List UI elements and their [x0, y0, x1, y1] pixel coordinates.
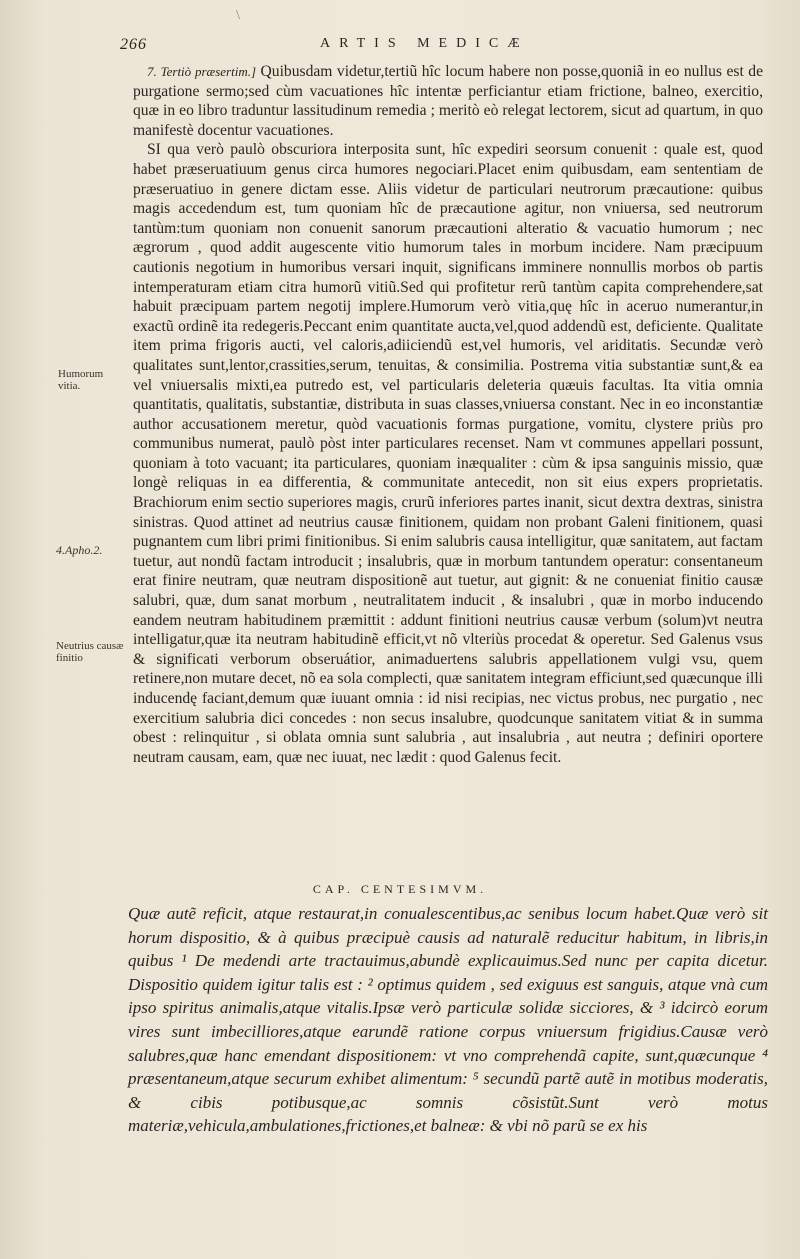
margin-note-aphorism: 4.Apho.2.	[56, 543, 103, 557]
margin-note-neutrius: Neutrius causæ finitio	[56, 640, 124, 664]
chapter-heading: CAP. CENTESIMVM.	[312, 882, 488, 896]
running-title: ARTIS MEDICÆ	[320, 36, 529, 51]
paragraph-1	[133, 62, 763, 140]
margin-note-humorum: Humorum vitia.	[58, 368, 104, 392]
paragraph-1-text: Quibusdam videtur,tertiũ hîc locum habere non posse,quoniã in eo nullus est de purgatione sermo;sed cùm vacuationes hîc intentæ perficiantur etiam frictione, balneo, exercitio, quæ in eo libro traduntur lassitudinum remedia ; meritò eò relegat lectorem, sicut ad quartum, in quo manifestè docentur vacuationes.	[133, 63, 763, 139]
ink-mark: \	[236, 8, 240, 23]
paragraph-lead: 7. Tertiò præsertim.]	[147, 64, 257, 79]
page-number: 266	[120, 36, 147, 53]
commentary-text	[133, 62, 763, 767]
chapter-paragraph: Quæ autẽ reficit, atque restaurat,in conualescentibus,ac senibus locum habet.Quæ verò sit horum dispositio, & à quibus præcipuè causis ad naturalẽ reducitur habitum, in libris,in quibus ¹ De medendi arte tractauimus,abundè explicauimus.Sed nunc per capita dicetur. Dispositio quidem igitur talis est : ² optimus quidem , sed exiguus est sanguis, atque vnà cum ipso spiritus animalis,atque vitalis.Ipsæ verò particulæ solidæ sicciores, & ³ idcircò eorum vires sunt imbecilliores,atque earundẽ ratione corpus vniuersum frigidius.Causæ verò salubres,quæ hanc emendant dispositionem: vt vno comprehendã capite, sunt,quæcunque ⁴ præsentaneum,atque securum exhibet alimentum: ⁵ secundũ partẽ autẽ in motibus moderatis, & cibis potibusque,ac somnis cõsistũt.Sunt verò motus materiæ,vehicula,ambulationes,frictiones,et balneæ: & vbi nõ parũ se ex his	[128, 904, 768, 1136]
chapter-text	[128, 902, 768, 1138]
paragraph-2: SI qua verò paulò obscuriora interposita sunt, hîc expediri seorsum conuenit : quale est, quod habet præseruatiuum genus circa humores negociari.Placet enim quibusdam, eam sententiam de præseruatiuo in genere dictam esse. Aliis videtur de particulari neutrorum præcautione: quibus magis accedendum est, tum quoniam hîc de præcautione agitur, non vniuersa, sed neutrorum tantùm:tum quoniam non conuenit sanorum præcautioni alteratio & vacuatio humorum ; nec ægrorum , quod addit augescente vitio humorum tales in morbum incidere. Nam præcipuum cautionis negotium in humoribus versari inquit, significans imminere nonnullis morbos ob partis intemperaturam etiam citra humorũ vitiũ.Sed qui profitetur rerũ tantùm capita comprehendere,sat habuit præcipuam partem negotij implere.Humorum verò vitia,quę hîc in aceruo numerantur,in exactũ ordinẽ ita redegeris.Peccant enim quantitate aucta,vel,quod addendũ est, deficiente. Qualitate item prima frigoris aucti, vel caloris,adiiciendũ est,vel humoris, vel ariditatis. Secundæ verò qualitates sunt,lentor,crassities,serum, tenuitas, & consimilia. Postrema vitia substantiæ sunt,& ea vel vniuersalis mixti,ea putredo est, vel particularis deleteria quæuis facultas. Ita vitia omnia quantitatis, qualitatis, substantiæ, distributa in suas classes,vniuersa constant. Nec in eo inconstantiæ author accusationem meretur, quòd vacuationis formas purgatione, vomitu, clystere priùs pro communibus numerat, paulò pòst inter particulares recenset. Nam vt communes appellari possunt, quoniam à toto vacuant; ita particulares, quoniam inæqualiter : cùm & ipsa sanguinis missio, quæ longè reliquas in ea differentia, & communitate antecedit, non sit eius expers proprietatis. Brachiorum enim sectio superiores magis, crurũ inferiores partes inanit, sicut dextra dextras, sinistra sinistras. Quod attinet ad neutrius causæ finitionem, quidam non probant Galeni finitionem, quasi pugnantem cum libri primi finitionibus. Si enim salubris causa intelligitur, quæ sanitatem, aut factam tuetur, aut nondũ factam introducit ; insalubris, quæ in morbum tantundem operatur: consentaneum erat finire neutram, quæ neutram dispositionẽ aut tuetur, aut gignit: & ne conueniat finitio causæ salubri, quæ, dum sanat morbum , neutralitatem inducit , & insalubri , quæ in morbo inducendo eandem neutram habitudinem præmittit : addunt finitioni neutrius causæ verbum (solum)vt neutra intelligatur,quæ ita neutram habitudinẽ efficit,vt nõ vlteriùs procedat & operetur. Sed Galenus vsus & significati verborum obseruátior, animaduertens salubris appellationem vulgi vsu, quem retinere,non mutare decet, nõ ea sola complecti, quæ sanitatem integram efficiunt,sed quæcunque illi inducendę faciant,demum quæ iuuant omnia : id nisi recipias, nec victus probus, nec purgatio , nec exercitium salubria dici concedes : non secus insalubre, quodcunque sanitatem vitiat & in summa obest : relinquitur , si oblata omnia sunt salubria , aut insalubria , aut neutra ; definiri oportere neutram causam, eam, quæ nec iuuat, nec lædit : quod Galenus fecit.	[133, 141, 763, 766]
